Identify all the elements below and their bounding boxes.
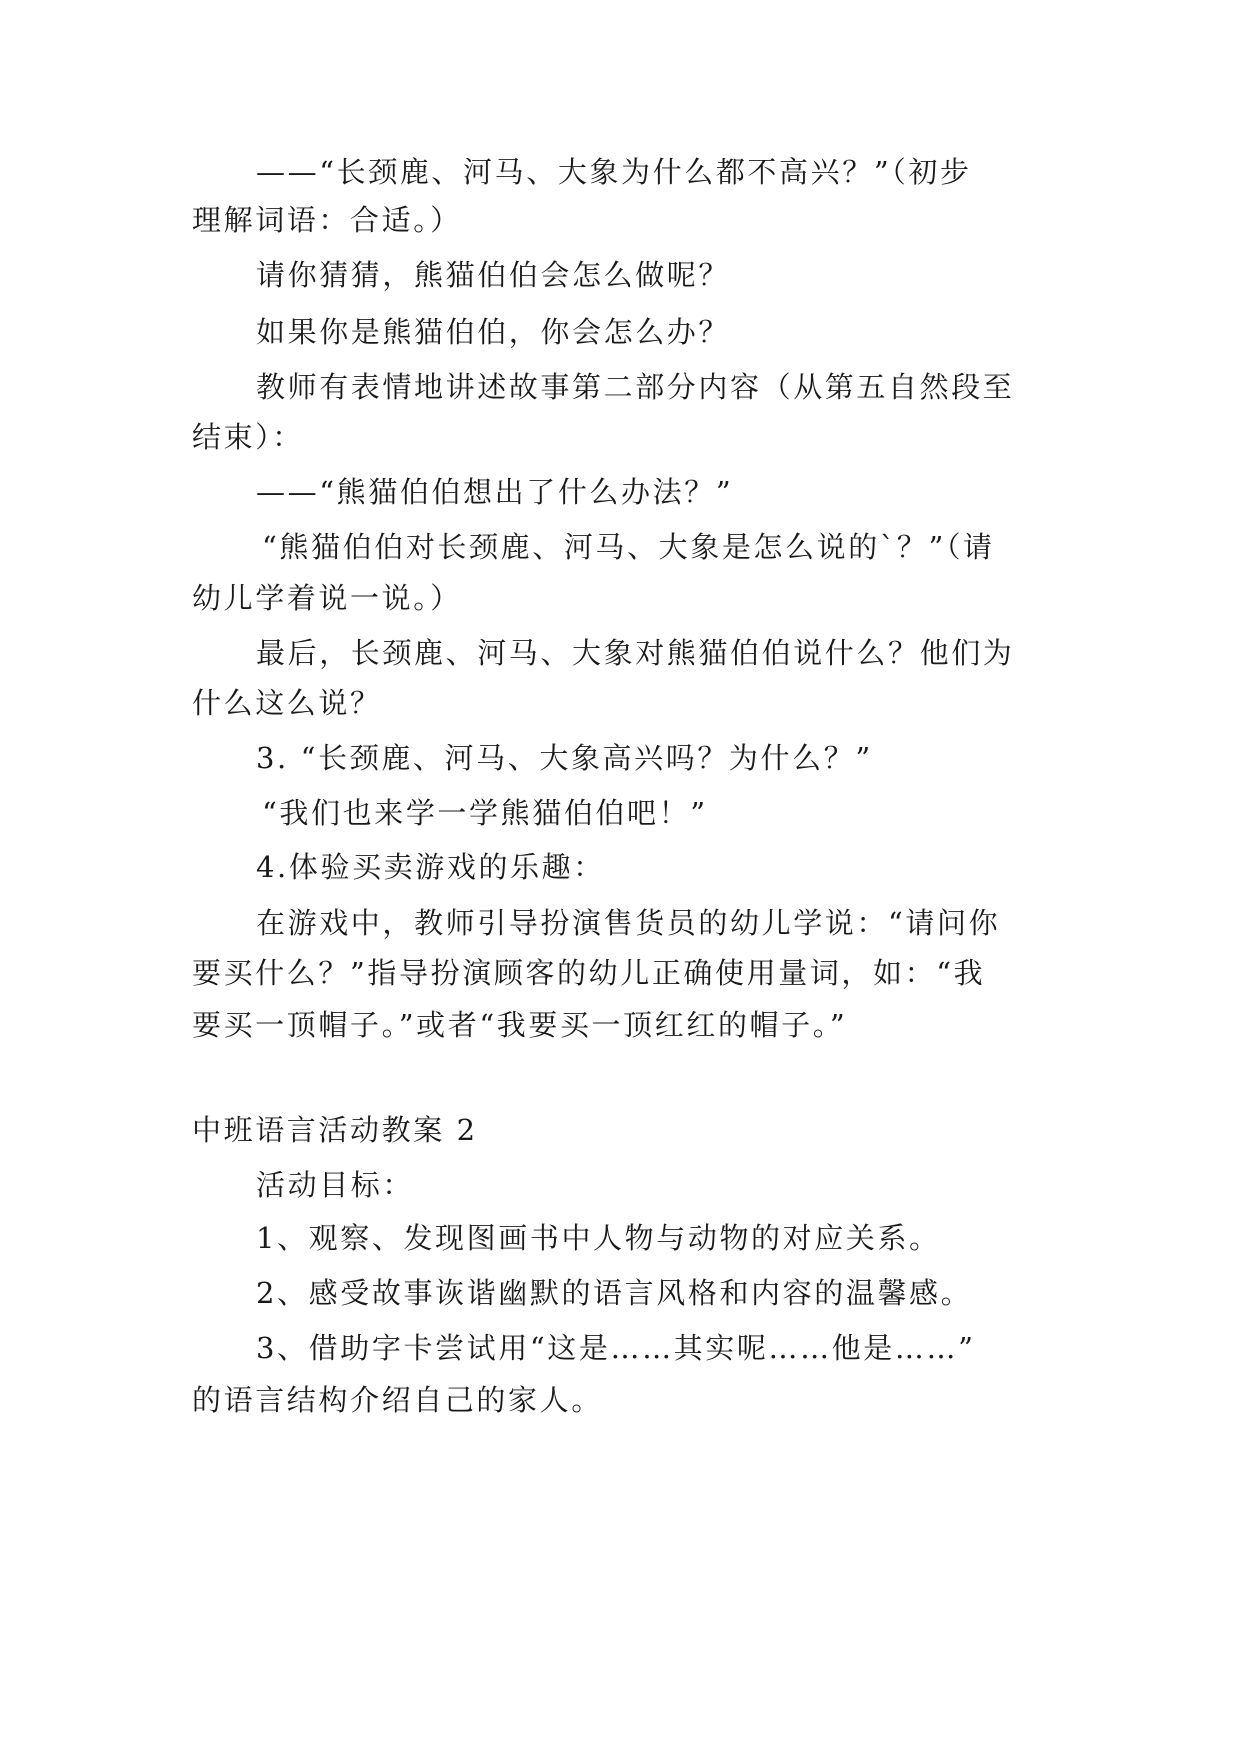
paragraph-line: 活动目标： bbox=[256, 1168, 415, 1202]
paragraph-line: “我们也来学一学熊猫伯伯吧！” bbox=[262, 796, 708, 830]
paragraph-line: 理解词语：合适。） bbox=[192, 203, 462, 237]
paragraph-line: 最后，长颈鹿、河马、大象对熊猫伯伯说什么？他们为 bbox=[256, 636, 1015, 670]
paragraph-line: “熊猫伯伯对长颈鹿、河马、大象是怎么说的`？”（请 bbox=[262, 530, 995, 564]
paragraph-line: 在游戏中，教师引导扮演售货员的幼儿学说：“请问你 bbox=[256, 906, 1001, 940]
paragraph-line: ——“长颈鹿、河马、大象为什么都不高兴？”（初步 bbox=[256, 155, 972, 189]
paragraph-line: 如果你是熊猫伯伯，你会怎么办？ bbox=[256, 315, 731, 349]
paragraph-line: 幼儿学着说一说。） bbox=[192, 581, 462, 615]
section-title: 中班语言活动教案 2 bbox=[192, 1113, 478, 1147]
paragraph-line: 请你猜猜，熊猫伯伯会怎么做呢？ bbox=[256, 258, 731, 292]
paragraph-line: 什么这么说？ bbox=[192, 686, 382, 720]
paragraph-line: 结束）： bbox=[192, 420, 304, 454]
paragraph-line: 2、感受故事诙谐幽默的语言风格和内容的温馨感。 bbox=[256, 1276, 973, 1310]
paragraph-line: 1、观察、发现图画书中人物与动物的对应关系。 bbox=[256, 1221, 941, 1255]
paragraph-line: 要买什么？”指导扮演顾客的幼儿正确使用量词，如：“我 bbox=[192, 956, 986, 990]
paragraph-line: 3. “长颈鹿、河马、大象高兴吗？为什么？” bbox=[256, 741, 873, 775]
paragraph-line: 的语言结构介绍自己的家人。 bbox=[192, 1383, 603, 1417]
paragraph-line: ——“熊猫伯伯想出了什么办法？” bbox=[256, 475, 734, 509]
paragraph-line: 3、借助字卡尝试用“这是……其实呢……他是……” bbox=[256, 1331, 976, 1365]
paragraph-line: 4.体验买卖游戏的乐趣： bbox=[256, 850, 605, 884]
paragraph-line: 教师有表情地讲述故事第二部分内容（从第五自然段至 bbox=[256, 370, 1015, 404]
paragraph-line: 要买一顶帽子。”或者“我要买一顶红红的帽子。” bbox=[192, 1008, 848, 1042]
